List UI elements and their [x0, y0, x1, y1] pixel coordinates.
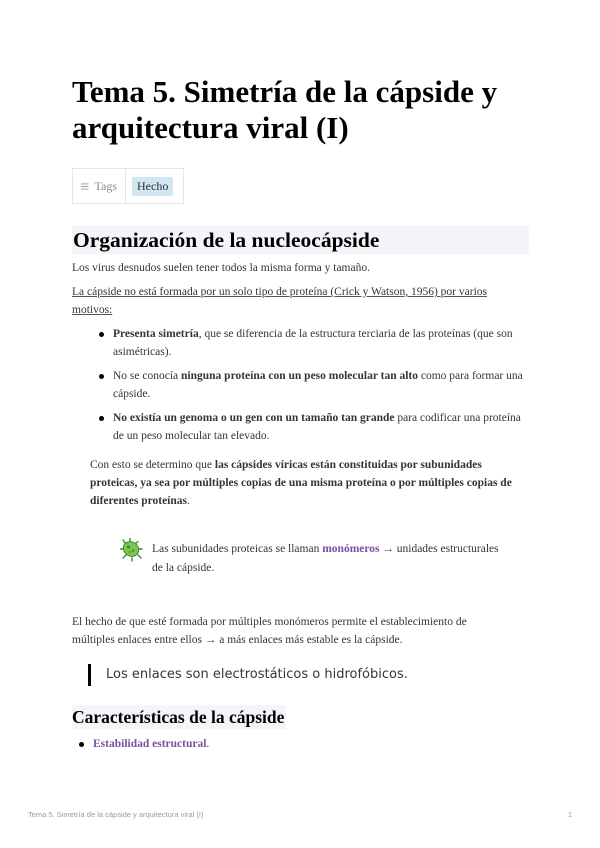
- page-number: 1: [567, 810, 572, 819]
- properties-table: [72, 168, 184, 204]
- microbe-icon: [120, 538, 144, 562]
- page-footer: [28, 810, 572, 819]
- callout-monomeros: [120, 540, 500, 578]
- section-heading-caracteristicas: Características de la cápside: [72, 707, 285, 727]
- caracteristicas-list: [76, 735, 506, 759]
- callout-text: Las subunidades proteicas se llaman monómeros → unidades estructurales de la cápside.: [152, 543, 499, 574]
- paragraph-capside-motivos: La cápside no está formada por un solo tipo de proteína (Crick y Watson, 1956) por varios motivos:: [72, 286, 487, 316]
- tags-label: Tags: [94, 178, 117, 193]
- list-item: No se conocía ninguna proteína con un peso molecular tan alto como para formar una cápside.: [96, 367, 526, 403]
- quote-enlaces: Los enlaces son electrostáticos o hidrofóbicos.: [88, 664, 408, 686]
- tags-value[interactable]: [126, 169, 183, 203]
- section-heading-nucleocapside: Organización de la nucleocápside: [72, 226, 529, 254]
- list-icon: [81, 182, 89, 191]
- motivos-list: [96, 325, 526, 451]
- list-item: Presenta simetría, que se diferencia de la estructura terciaria de las proteínas (que son asimétricas).: [96, 325, 526, 361]
- paragraph-enlaces: El hecho de que esté formada por múltiples monómeros permite el establecimiento de múltiples enlaces entre ellos → a más enlaces más estable es la cápside.: [72, 616, 467, 646]
- tags-property[interactable]: [73, 169, 126, 203]
- list-item: No existía un genoma o un gen con un tamaño tan grande para codificar una proteína de un peso molecular tan elevado.: [96, 409, 526, 445]
- paragraph-virus-desnudos: Los virus desnudos suelen tener todos la misma forma y tamaño.: [72, 262, 370, 274]
- tag-badge[interactable]: Hecho: [132, 177, 173, 196]
- page-title: Tema 5. Simetría de la cápside y arquitectura viral (I): [72, 74, 498, 145]
- footer-title: Tema 5. Simetría de la cápside y arquitectura viral (I): [28, 810, 204, 819]
- list-item: Estabilidad estructural.: [76, 735, 506, 753]
- paragraph-conclusion: Con esto se determino que las cápsides víricas están constituidas por subunidades proteicas, ya sea por múltiples copias de una misma proteína o por múltiples copias de diferentes proteínas.: [90, 459, 512, 507]
